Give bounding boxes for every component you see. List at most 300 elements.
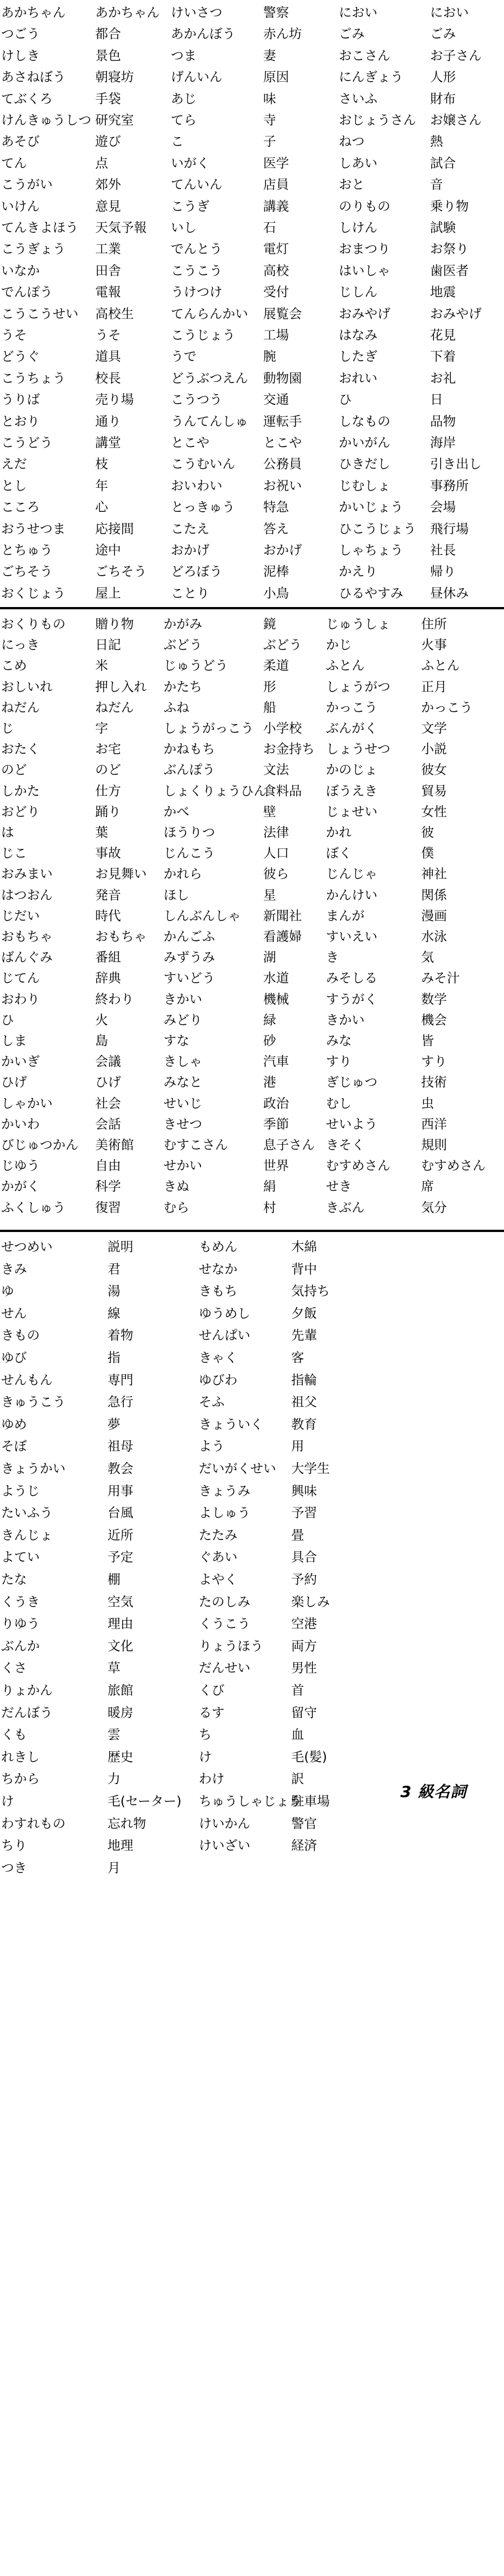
reading-kana: あさねぼう — [1, 70, 66, 85]
reading-kana: のりもの — [339, 199, 390, 214]
reading-kana: しけん — [339, 221, 377, 235]
reading-kana: くうこう — [199, 1617, 250, 1632]
word-kanji: 訳 — [291, 1772, 304, 1787]
reading-kana: りゆう — [1, 1617, 40, 1632]
word-kanji: 品物 — [430, 414, 456, 429]
word-kanji: 毛(セーター) — [108, 1794, 182, 1809]
word-kanji: 贈り物 — [95, 617, 134, 632]
reading-kana: ちから — [1, 1772, 40, 1787]
word-kanji: 血 — [291, 1728, 304, 1743]
reading-kana: きみ — [1, 1262, 27, 1277]
reading-kana: きゅうこう — [1, 1395, 66, 1410]
reading-kana: おみまい — [1, 867, 53, 882]
word-kanji: 緑 — [263, 1012, 276, 1028]
reading-kana: とこや — [171, 436, 209, 450]
word-kanji: 船 — [263, 700, 276, 715]
reading-kana: おどり — [1, 804, 40, 819]
word-kanji: 気持ち — [291, 1284, 330, 1299]
reading-kana: にんぎょう — [339, 70, 403, 85]
word-kanji: 鏡 — [263, 617, 276, 632]
word-kanji: 歴史 — [108, 1749, 133, 1765]
reading-kana: こうじょう — [171, 328, 235, 343]
reading-kana: ひ — [339, 393, 352, 408]
word-kanji: 火事 — [421, 638, 447, 653]
word-kanji: 留守 — [291, 1705, 317, 1720]
word-kanji: 忘れ物 — [108, 1816, 146, 1831]
reading-kana: かべ — [164, 804, 189, 819]
reading-kana: りょうほう — [199, 1639, 263, 1654]
word-kanji: 汽車 — [263, 1054, 289, 1070]
word-kanji: 電報 — [95, 285, 121, 300]
reading-kana: ぎじゅつ — [326, 1075, 377, 1090]
word-kanji: 田舎 — [95, 263, 121, 278]
reading-kana: ふね — [164, 700, 189, 715]
word-kanji: 小学校 — [263, 721, 302, 736]
word-kanji: 星 — [263, 888, 276, 903]
word-kanji: 赤ん坊 — [263, 27, 302, 42]
word-kanji: ふとん — [421, 659, 460, 674]
word-kanji: 昼休み — [430, 586, 469, 601]
reading-kana: じんじゃ — [326, 867, 377, 882]
word-kanji: 柔道 — [263, 659, 289, 674]
word-kanji: 毛(髪) — [291, 1749, 327, 1765]
reading-kana: わけ — [199, 1772, 225, 1787]
reading-kana: ゆ — [1, 1284, 14, 1299]
reading-kana: ふとん — [326, 659, 365, 674]
word-kanji: 祖母 — [108, 1439, 133, 1454]
reading-kana: じてん — [1, 971, 40, 986]
word-kanji: 駐車場 — [291, 1794, 330, 1809]
word-kanji: むすめさん — [421, 1159, 486, 1174]
word-kanji: 木綿 — [291, 1240, 317, 1254]
word-kanji: 特急 — [263, 500, 289, 515]
word-kanji: お祭り — [430, 242, 469, 257]
reading-kana: だんせい — [199, 1661, 250, 1676]
reading-kana: てんいん — [171, 178, 222, 193]
word-kanji: 人口 — [263, 846, 289, 861]
reading-kana: ぶんがく — [326, 721, 377, 736]
reading-kana: つま — [171, 48, 197, 63]
reading-kana: じ — [1, 721, 14, 736]
word-kanji: 講義 — [263, 199, 289, 214]
word-kanji: 砂 — [263, 1034, 276, 1048]
word-kanji: 米 — [95, 659, 108, 674]
word-kanji: 番組 — [95, 950, 121, 965]
reading-kana: とおり — [1, 414, 40, 429]
word-kanji: 大学生 — [291, 1462, 330, 1476]
reading-kana: はいしゃ — [339, 263, 390, 278]
word-kanji: 正月 — [421, 679, 447, 694]
reading-kana: きんじょ — [1, 1528, 53, 1543]
word-kanji: 畳 — [291, 1528, 304, 1543]
word-kanji: 食料品 — [263, 783, 302, 799]
word-kanji: 運転手 — [263, 414, 302, 429]
reading-kana: じだい — [1, 908, 40, 923]
word-kanji: 空港 — [291, 1617, 317, 1632]
word-kanji: 新聞社 — [263, 908, 302, 923]
reading-kana: ち — [199, 1728, 212, 1743]
word-kanji: 高校生 — [95, 306, 134, 321]
reading-kana: きしゃ — [164, 1054, 202, 1070]
reading-kana: のど — [1, 763, 27, 778]
word-kanji: 棚 — [108, 1572, 120, 1587]
reading-kana: こうどう — [1, 436, 53, 450]
word-kanji: 漫画 — [421, 908, 447, 923]
word-kanji: 政治 — [263, 1096, 289, 1111]
word-kanji: 月 — [108, 1860, 120, 1875]
word-kanji: 急行 — [108, 1395, 133, 1410]
reading-kana: しゃちょう — [339, 543, 403, 558]
word-kanji: 会場 — [430, 500, 456, 515]
reading-kana: こうがい — [1, 178, 53, 193]
reading-kana: どうぐ — [1, 349, 40, 365]
word-kanji: 西洋 — [421, 1117, 447, 1132]
word-kanji: 社長 — [430, 543, 456, 558]
reading-kana: びじゅつかん — [1, 1138, 78, 1152]
word-kanji: 火 — [95, 1012, 108, 1028]
word-kanji: 講堂 — [95, 436, 121, 450]
word-kanji: 夢 — [108, 1417, 120, 1432]
reading-kana: おもちゃ — [1, 930, 53, 944]
word-kanji: 原因 — [263, 70, 289, 85]
word-kanji: 村 — [263, 1200, 276, 1215]
word-kanji: 予約 — [291, 1572, 317, 1587]
reading-kana: よやく — [199, 1572, 237, 1587]
word-kanji: 背中 — [291, 1262, 317, 1277]
reading-kana: はつおん — [1, 888, 53, 903]
word-kanji: お見舞い — [95, 867, 147, 882]
reading-kana: かれ — [326, 825, 352, 840]
reading-kana: せき — [326, 1179, 352, 1194]
word-kanji: 日 — [430, 393, 443, 408]
reading-kana: すり — [326, 1054, 352, 1070]
word-kanji: 力 — [108, 1772, 120, 1787]
reading-kana: おたく — [1, 742, 40, 757]
reading-kana: ばんぐみ — [1, 950, 53, 965]
word-kanji: 指 — [108, 1351, 120, 1365]
word-kanji: 試験 — [430, 221, 456, 235]
reading-kana: おくじょう — [1, 586, 66, 601]
reading-kana: じゅうどう — [164, 659, 228, 674]
word-kanji: 遊び — [95, 134, 121, 150]
word-kanji: 気 — [421, 950, 434, 965]
reading-kana: すいどう — [164, 971, 215, 986]
reading-kana: きもの — [1, 1328, 40, 1343]
word-kanji: 予定 — [108, 1550, 133, 1565]
word-kanji: お金持ち — [263, 742, 315, 757]
reading-kana: たいふう — [1, 1506, 53, 1521]
reading-kana: かいじょう — [339, 500, 403, 515]
word-kanji: 途中 — [95, 543, 121, 558]
word-kanji: 点 — [95, 156, 108, 171]
word-kanji: ごちそう — [95, 564, 147, 580]
word-kanji: 売り場 — [95, 393, 134, 408]
word-kanji: 子 — [263, 134, 276, 150]
word-kanji: 動物園 — [263, 371, 302, 386]
word-kanji: 音 — [430, 178, 443, 193]
word-kanji: 島 — [95, 1034, 108, 1048]
reading-kana: さいふ — [339, 91, 377, 106]
reading-kana: あかんぼう — [171, 27, 235, 42]
word-kanji: 都合 — [95, 27, 121, 42]
word-kanji: 手袋 — [95, 91, 121, 106]
word-kanji: 彼ら — [263, 867, 289, 882]
word-kanji: お礼 — [430, 371, 456, 386]
reading-kana: あじ — [171, 91, 197, 106]
word-kanji: 草 — [108, 1661, 120, 1676]
word-kanji: 首 — [291, 1683, 304, 1698]
word-kanji: 歯医者 — [430, 263, 469, 278]
word-kanji: 応接間 — [95, 521, 134, 536]
word-kanji: ごみ — [430, 27, 456, 42]
reading-kana: ゆめ — [1, 1417, 27, 1432]
reading-kana: てん — [1, 156, 27, 171]
word-kanji: 乗り物 — [430, 199, 469, 214]
reading-kana: でんとう — [171, 242, 222, 257]
reading-kana: くび — [199, 1683, 225, 1698]
word-kanji: 着物 — [108, 1328, 133, 1343]
reading-kana: ひこうじょう — [339, 521, 416, 536]
reading-kana: たな — [1, 1572, 27, 1587]
reading-kana: りょかん — [1, 1683, 53, 1698]
word-kanji: 教会 — [108, 1462, 133, 1476]
word-kanji: 踊り — [95, 804, 121, 819]
word-kanji: 研究室 — [95, 113, 134, 128]
word-kanji: 息子さん — [263, 1138, 315, 1152]
word-kanji: 先輩 — [291, 1328, 317, 1343]
reading-kana: どうぶつえん — [171, 371, 248, 386]
reading-kana: おじょうさん — [339, 113, 416, 128]
word-kanji: 経済 — [291, 1838, 317, 1854]
word-kanji: みそ汁 — [421, 971, 460, 986]
word-kanji: 港 — [263, 1075, 276, 1090]
reading-kana: しゃかい — [1, 1096, 53, 1111]
word-kanji: 事務所 — [430, 478, 469, 493]
word-kanji: 旅館 — [108, 1683, 133, 1698]
reading-kana: おいわい — [171, 478, 222, 493]
reading-kana: したぎ — [339, 349, 377, 365]
word-kanji: あかちゃん — [95, 6, 160, 20]
word-kanji: 答え — [263, 521, 289, 536]
reading-kana: ふくしゅう — [1, 1200, 66, 1215]
word-kanji: 文化 — [108, 1639, 133, 1654]
word-kanji: 医学 — [263, 156, 289, 171]
reading-kana: しんぶんしゃ — [164, 908, 241, 923]
reading-kana: ぐあい — [199, 1550, 237, 1565]
reading-kana: れきし — [1, 1749, 40, 1765]
word-kanji: 美術館 — [95, 1138, 134, 1152]
reading-kana: えだ — [1, 457, 27, 472]
word-kanji: 押し入れ — [95, 679, 147, 694]
reading-kana: おうせつま — [1, 521, 66, 536]
reading-kana: ほうりつ — [164, 825, 215, 840]
reading-kana: せん — [1, 1306, 27, 1321]
word-kanji: 貿易 — [421, 783, 447, 799]
word-kanji: 小鳥 — [263, 586, 289, 601]
reading-kana: せんもん — [1, 1373, 53, 1388]
reading-kana: いし — [171, 221, 197, 235]
reading-kana: おくりもの — [1, 617, 66, 632]
reading-kana: みどり — [164, 1012, 202, 1028]
word-kanji: 天気予報 — [95, 221, 147, 235]
word-kanji: 時代 — [95, 908, 121, 923]
reading-kana: おまつり — [339, 242, 390, 257]
reading-kana: ねつ — [339, 134, 365, 150]
word-kanji: 発音 — [95, 888, 121, 903]
reading-kana: くさ — [1, 1661, 27, 1676]
word-kanji: 女性 — [421, 804, 447, 819]
reading-kana: いなか — [1, 263, 40, 278]
reading-kana: にっき — [1, 638, 40, 653]
word-kanji: 工場 — [263, 328, 289, 343]
reading-kana: こ — [171, 134, 184, 150]
word-kanji: 公務員 — [263, 457, 302, 472]
word-kanji: とこや — [263, 436, 302, 450]
word-kanji: 枝 — [95, 457, 108, 472]
word-kanji: 社会 — [95, 1096, 121, 1111]
reading-kana: きかい — [326, 1012, 365, 1028]
word-kanji: 線 — [108, 1306, 120, 1321]
reading-kana: じしん — [339, 285, 377, 300]
reading-kana: そぼ — [1, 1439, 27, 1454]
word-kanji: 科学 — [95, 1179, 121, 1194]
word-kanji: 暖房 — [108, 1705, 133, 1720]
word-kanji: 店員 — [263, 178, 289, 193]
word-kanji: 道具 — [95, 349, 121, 365]
word-kanji: 郊外 — [95, 178, 121, 193]
word-kanji: 試合 — [430, 156, 456, 171]
word-kanji: うそ — [95, 328, 121, 343]
reading-kana: こうこうせい — [1, 306, 78, 321]
reading-kana: は — [1, 825, 14, 840]
word-kanji: 味 — [263, 91, 276, 106]
word-kanji: ひげ — [95, 1075, 121, 1090]
word-kanji: ぶどう — [263, 638, 302, 653]
reading-kana: よしゅう — [199, 1506, 250, 1521]
reading-kana: せいじ — [164, 1096, 202, 1111]
reading-kana: じんこう — [164, 846, 215, 861]
reading-kana: かたち — [164, 679, 202, 694]
word-kanji: 住所 — [421, 617, 447, 632]
word-kanji: 指輪 — [291, 1373, 317, 1388]
word-kanji: 壁 — [263, 804, 276, 819]
reading-kana: だいがくせい — [199, 1462, 276, 1476]
word-kanji: 文法 — [263, 763, 289, 778]
reading-kana: しょうがっこう — [164, 721, 254, 736]
reading-kana: おかげ — [171, 543, 209, 558]
word-kanji: 水泳 — [421, 930, 447, 944]
word-kanji: 会話 — [95, 1117, 121, 1132]
word-kanji: 海岸 — [430, 436, 456, 450]
reading-kana: あかちゃん — [1, 6, 66, 20]
reading-kana: こうぎょう — [1, 242, 66, 257]
reading-kana: ひ — [1, 1012, 14, 1028]
reading-kana: かえり — [339, 564, 377, 580]
reading-kana: しま — [1, 1034, 27, 1048]
word-kanji: 席 — [421, 1179, 434, 1194]
reading-kana: ゆび — [1, 1351, 27, 1365]
word-kanji: 小説 — [421, 742, 447, 757]
reading-kana: かいわ — [1, 1117, 40, 1132]
word-kanji: 年 — [95, 478, 108, 493]
word-kanji: 景色 — [95, 48, 121, 63]
reading-kana: ちり — [1, 1838, 27, 1854]
word-kanji: 夕飯 — [291, 1306, 317, 1321]
reading-kana: け — [1, 1794, 14, 1809]
word-kanji: 僕 — [421, 846, 434, 861]
word-kanji: 客 — [291, 1351, 304, 1365]
word-kanji: おみやげ — [430, 306, 482, 321]
reading-kana: うけつけ — [171, 285, 222, 300]
word-kanji: 規則 — [421, 1138, 447, 1152]
reading-kana: ことり — [171, 586, 209, 601]
reading-kana: いけん — [1, 199, 40, 214]
reading-kana: ひるやすみ — [339, 586, 403, 601]
reading-kana: ごちそう — [1, 564, 53, 580]
reading-kana: くうき — [1, 1594, 40, 1609]
reading-kana: てら — [171, 113, 197, 128]
reading-kana: くも — [1, 1728, 27, 1743]
reading-kana: きょういく — [199, 1417, 263, 1432]
word-kanji: 石 — [263, 221, 276, 235]
word-kanji: 湯 — [108, 1284, 120, 1299]
word-kanji: お宅 — [95, 742, 121, 757]
reading-kana: かんけい — [326, 888, 377, 903]
reading-kana: いがく — [171, 156, 209, 171]
reading-kana: ぶどう — [164, 638, 202, 653]
reading-kana: おこさん — [339, 48, 390, 63]
reading-kana: ゆうめし — [199, 1306, 250, 1321]
word-kanji: 関係 — [421, 888, 447, 903]
reading-kana: こめ — [1, 659, 27, 674]
reading-kana: あそび — [1, 134, 40, 150]
reading-kana: かいぎ — [1, 1054, 40, 1070]
reading-kana: すいえい — [326, 930, 377, 944]
word-kanji: 神社 — [421, 867, 447, 882]
reading-kana: こうぎ — [171, 199, 209, 214]
word-kanji: 地理 — [108, 1838, 133, 1854]
reading-kana: かがく — [1, 1179, 40, 1194]
reading-kana: うで — [171, 349, 197, 365]
reading-kana: きそく — [326, 1138, 365, 1152]
word-kanji: 法律 — [263, 825, 289, 840]
reading-kana: むら — [164, 1200, 189, 1215]
word-kanji: 警察 — [263, 6, 289, 20]
word-kanji: 花見 — [430, 328, 456, 343]
word-kanji: 君 — [108, 1262, 120, 1277]
word-kanji: 電灯 — [263, 242, 289, 257]
word-kanji: 会議 — [95, 1054, 121, 1070]
word-kanji: 財布 — [430, 91, 456, 106]
word-kanji: 近所 — [108, 1528, 133, 1543]
reading-kana: るす — [199, 1705, 225, 1720]
reading-kana: みずうみ — [164, 950, 215, 965]
word-kanji: 人形 — [430, 70, 456, 85]
reading-kana: たのしみ — [199, 1594, 250, 1609]
word-kanji: 展覧会 — [263, 306, 302, 321]
reading-kana: てぶくろ — [1, 91, 53, 106]
reading-kana: そふ — [199, 1395, 225, 1410]
word-kanji: 台風 — [108, 1506, 133, 1521]
reading-kana: ねだん — [1, 700, 40, 715]
reading-kana: でんぽう — [1, 285, 53, 300]
reading-kana: ひげ — [1, 1075, 27, 1090]
reading-kana: しかた — [1, 783, 40, 799]
word-kanji: かっこう — [421, 700, 473, 715]
word-kanji: 朝寝坊 — [95, 70, 134, 85]
word-kanji: お嬢さん — [430, 113, 482, 128]
reading-kana: どろぼう — [171, 564, 222, 580]
